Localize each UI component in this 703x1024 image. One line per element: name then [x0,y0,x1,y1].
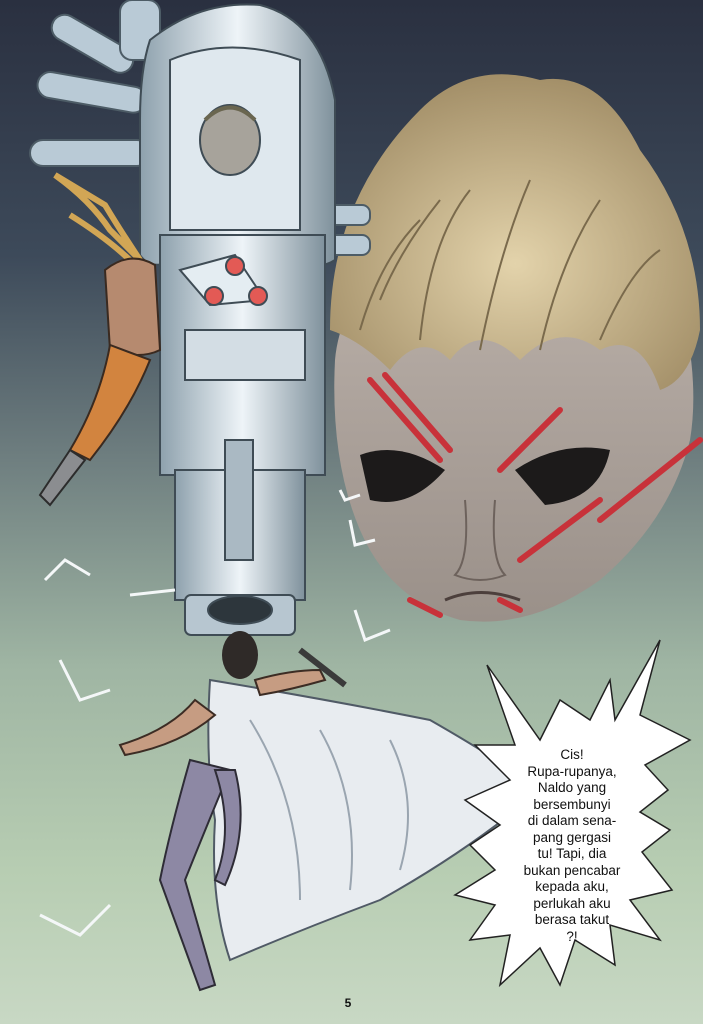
speech-line: Rupa-rupanya, [527,763,617,779]
giant-cannon [140,4,335,635]
speech-line: pang gergasi [532,829,612,845]
red-light [205,287,223,305]
speech-line: perlukah aku [533,895,611,911]
speech-line: Cis! [560,747,584,762]
speech-line: Naldo yang [537,780,607,795]
face-hair [330,74,700,390]
cannon-muzzle [208,596,272,624]
speech-line: bukan pencabar [523,862,621,878]
flowing-blonde-hair [55,175,140,265]
speech-line: bersembunyi [533,796,611,812]
giant-face [330,74,700,621]
red-light [249,287,267,305]
speech-line: berasa takut [534,912,610,927]
speech-line: di dalam sena- [527,813,617,828]
red-light [226,257,244,275]
speech-line: tu! Tapi, dia [537,846,607,861]
page-number: 5 [344,996,352,1010]
speech-line: kepada aku, [535,879,609,894]
speech-bubble-text [497,747,647,945]
speech-line: ?! [566,928,578,944]
